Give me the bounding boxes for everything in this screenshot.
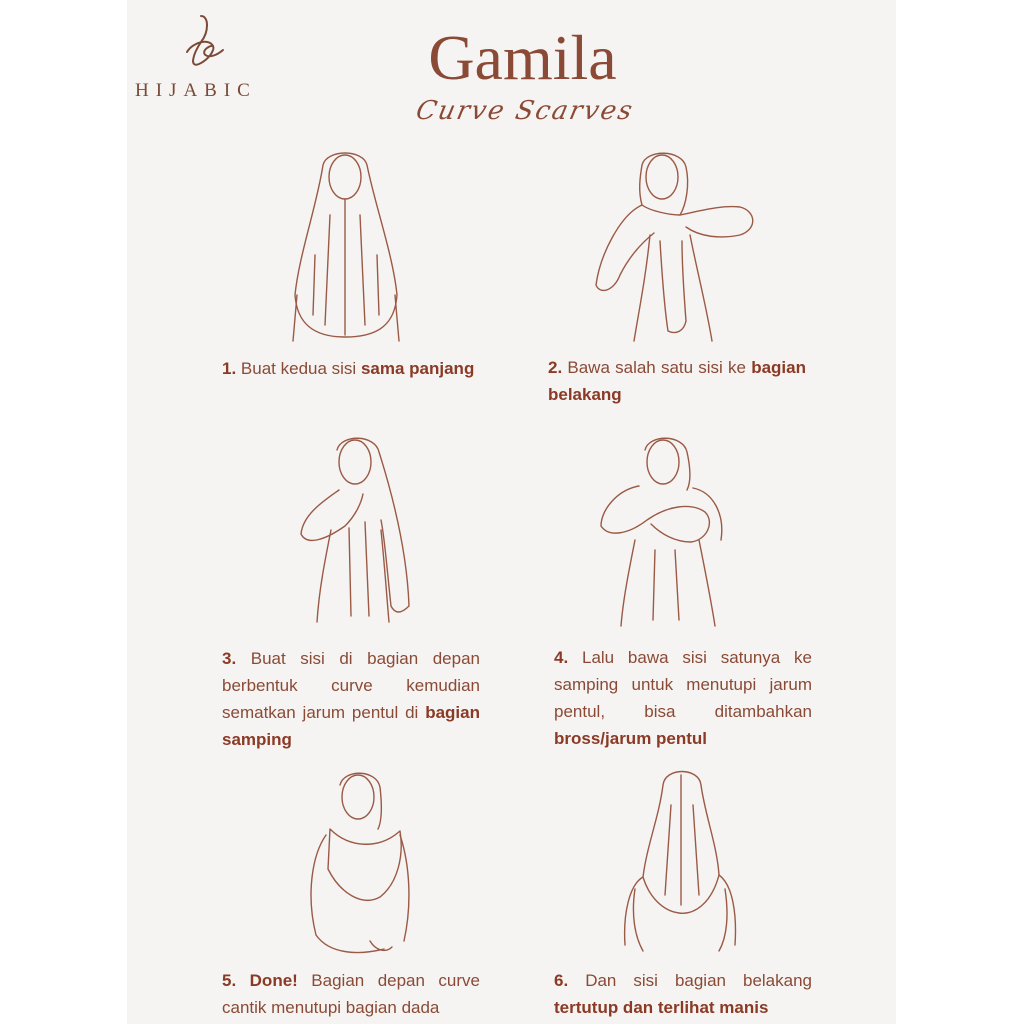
step-6-text: [554, 967, 812, 1021]
step-highlight: sama panjang: [360, 359, 475, 378]
step-highlight: Done!: [249, 971, 298, 990]
page-title: Gamila: [428, 22, 617, 93]
step-text: Lalu bawa sisi satunya ke samping untuk menutupi jarum pentul, bisa ditambahkan: [554, 648, 812, 721]
step-4-text: [554, 644, 812, 752]
step-5-illustration: [300, 765, 415, 960]
step-text: Buat kedua sisi: [240, 359, 357, 378]
step-number: 4.: [554, 648, 569, 667]
step-highlight: tertutup dan terlihat manis: [554, 998, 769, 1017]
step-number: 3.: [222, 649, 237, 668]
step-1-illustration: [285, 145, 405, 345]
step-3-text: [222, 645, 480, 753]
step-1-text: [222, 355, 480, 382]
brand-logo: [135, 8, 275, 108]
step-4-illustration: [595, 430, 730, 630]
step-text: Buat sisi di bagian depan berbentuk curve kemudian sematkan jarum pentul di: [222, 649, 480, 722]
step-text: Bagian depan curve cantik menutupi bagian dada: [222, 971, 480, 1017]
step-highlight: bagian belakang: [548, 358, 806, 404]
step-highlight: bross/jarum pentul: [554, 729, 708, 748]
step-3-illustration: [295, 430, 420, 625]
logo-text: HIJABIC: [135, 80, 257, 101]
instruction-card: [127, 0, 896, 1024]
step-5-text: [222, 967, 480, 1021]
step-number: 2.: [548, 358, 563, 377]
step-number: 5.: [222, 971, 237, 990]
step-number: 1.: [222, 359, 237, 378]
step-6-illustration: [615, 765, 745, 960]
step-text: Dan sisi bagian belakang: [585, 971, 812, 990]
step-text: Bawa salah satu sisi ke: [567, 358, 746, 377]
step-2-illustration: [590, 145, 760, 345]
step-highlight: bagian samping: [222, 703, 480, 749]
step-number: 6.: [554, 971, 569, 990]
logo-monogram-icon: [179, 12, 229, 76]
page-subtitle: Curve Scarves: [413, 96, 637, 126]
step-2-text: [548, 354, 806, 408]
